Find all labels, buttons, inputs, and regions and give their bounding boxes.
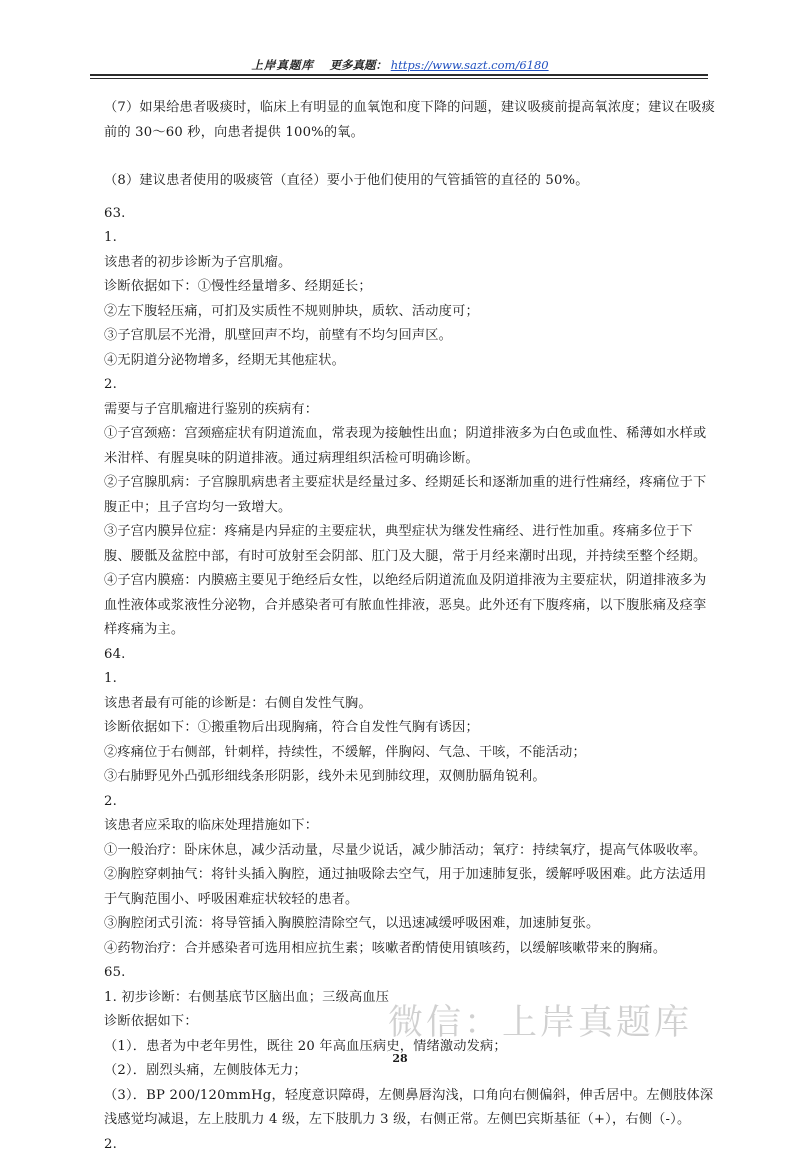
text-line: ③右肺野见外凸弧形细线条形阴影，线外未见到肺纹理，双侧肋膈角锐利。 [104,765,716,790]
text-line: ④子宫内膜癌：内膜癌主要见于绝经后女性，以绝经后阴道流血及阴道排液为主要症状，阴道排液多为血性液体或浆液性分泌物，合并感染者可有脓血性排液，恶臭。此外还有下腹疼痛，以下腹胀痛及痉挛样疼痛为主。 [104,569,716,643]
text-line: ②左下腹轻压痛，可扪及实质性不规则肿块，质软、活动度可； [104,300,716,325]
header-site-name: 上岸真题库 [251,58,314,72]
text-line: 需要与子宫肌瘤进行鉴别的疾病有： [104,398,716,423]
text-line: ②子宫腺肌病：子宫腺肌病患者主要症状是经量过多、经期延长和逐渐加重的进行性痛经，疼痛位于下腹正中；且子宫均匀一致增大。 [104,471,716,520]
sub-number: 1. [104,667,716,692]
text-line: ①子宫颈癌：宫颈癌症状有阴道流血，常表现为接触性出血；阴道排液多为白色或血性、稀薄如水样或米泔样、有腥臭味的阴道排液。通过病理组织活检可明确诊断。 [104,422,716,471]
text-line: ②疼痛位于右侧部，针刺样，持续性，不缓解，伴胸闷、气急、干咳，不能活动； [104,741,716,766]
paragraph-7: （7）如果给患者吸痰时，临床上有明显的血氧饱和度下降的问题，建议吸痰前提高氧浓度；建议在吸痰前的 30～60 秒，向患者提供 100%的氧。 [104,96,716,145]
text-line: （2）．剧烈头痛，左侧肢体无力； [104,1059,716,1084]
question-number-65: 65. [104,961,716,986]
watermark: 微信：上岸真题库 [388,995,692,1045]
text-line: 该患者应采取的临床处理措施如下： [104,814,716,839]
sub-number: 2. [104,790,716,815]
text-line: （3）．BP 200/120mmHg，轻度意识障碍，左侧鼻唇沟浅，口角向右侧偏斜，伸舌居中。左侧肢体深浅感觉均减退，左上肢肌力 4 级，左下肢肌力 3 级，右侧正常。左侧巴宾斯基征（+），右侧（-）。 [104,1084,716,1133]
header-label: 更多真题： [330,58,388,72]
question-number-63: 63. [104,202,716,227]
text-line: 1. 初步诊断：右侧基底节区脑出血；三级高血压 [104,986,716,1011]
text-line: 诊断依据如下：①搬重物后出现胸痛，符合自发性气胸有诱因； [104,716,716,741]
header-rule [90,74,708,76]
text-line: ③子宫肌层不光滑，肌壁回声不均，前壁有不均匀回声区。 [104,324,716,349]
text-line: ③子宫内膜异位症：疼痛是内异症的主要症状，典型症状为继发性痛经、进行性加重。疼痛多位于下腹、腰骶及盆腔中部，有时可放射至会阴部、肛门及大腿，常于月经来潮时出现，并持续至整个经期。 [104,520,716,569]
question-number-64: 64. [104,643,716,668]
spacer [104,145,716,169]
text-line: ③胸腔闭式引流：将导管插入胸膜腔清除空气，以迅速减缓呼吸困难，加速肺复张。 [104,912,716,937]
text-line: ④药物治疗：合并感染者可选用相应抗生素；咳嗽者酌情使用镇咳药，以缓解咳嗽带来的胸痛。 [104,937,716,962]
text-line: ①一般治疗：卧床休息，减少活动量，尽量少说话，减少肺活动；氧疗：持续氧疗，提高气体吸收率。 [104,839,716,864]
text-line: ②胸腔穿刺抽气：将针头插入胸腔，通过抽吸除去空气，用于加速肺复张，缓解呼吸困难。此方法适用于气胸范围小、呼吸困难症状较轻的患者。 [104,863,716,912]
text-line: ④无阴道分泌物增多，经期无其他症状。 [104,349,716,374]
page-header [0,57,800,73]
sub-number: 2. [104,1133,716,1157]
sub-number: 1. [104,226,716,251]
text-line: 诊断依据如下：①慢性经量增多、经期延长； [104,275,716,300]
text-line: （1）．患者为中老年男性，既往 20 年高血压病史，情绪激动发病； [104,1035,716,1060]
paragraph-8: （8）建议患者使用的吸痰管（直径）要小于他们使用的气管插管的直径的 50%。 [104,169,716,194]
header-link[interactable]: https://www.sazt.com/6180 [391,58,549,72]
text-line: 该患者最有可能的诊断是：右侧自发性气胸。 [104,692,716,717]
header-rule-thin [90,78,708,79]
text-line: 该患者的初步诊断为子宫肌瘤。 [104,251,716,276]
page-number: 28 [0,1052,800,1065]
text-line: 诊断依据如下： [104,1010,716,1035]
spacer [104,194,716,202]
sub-number: 2. [104,373,716,398]
